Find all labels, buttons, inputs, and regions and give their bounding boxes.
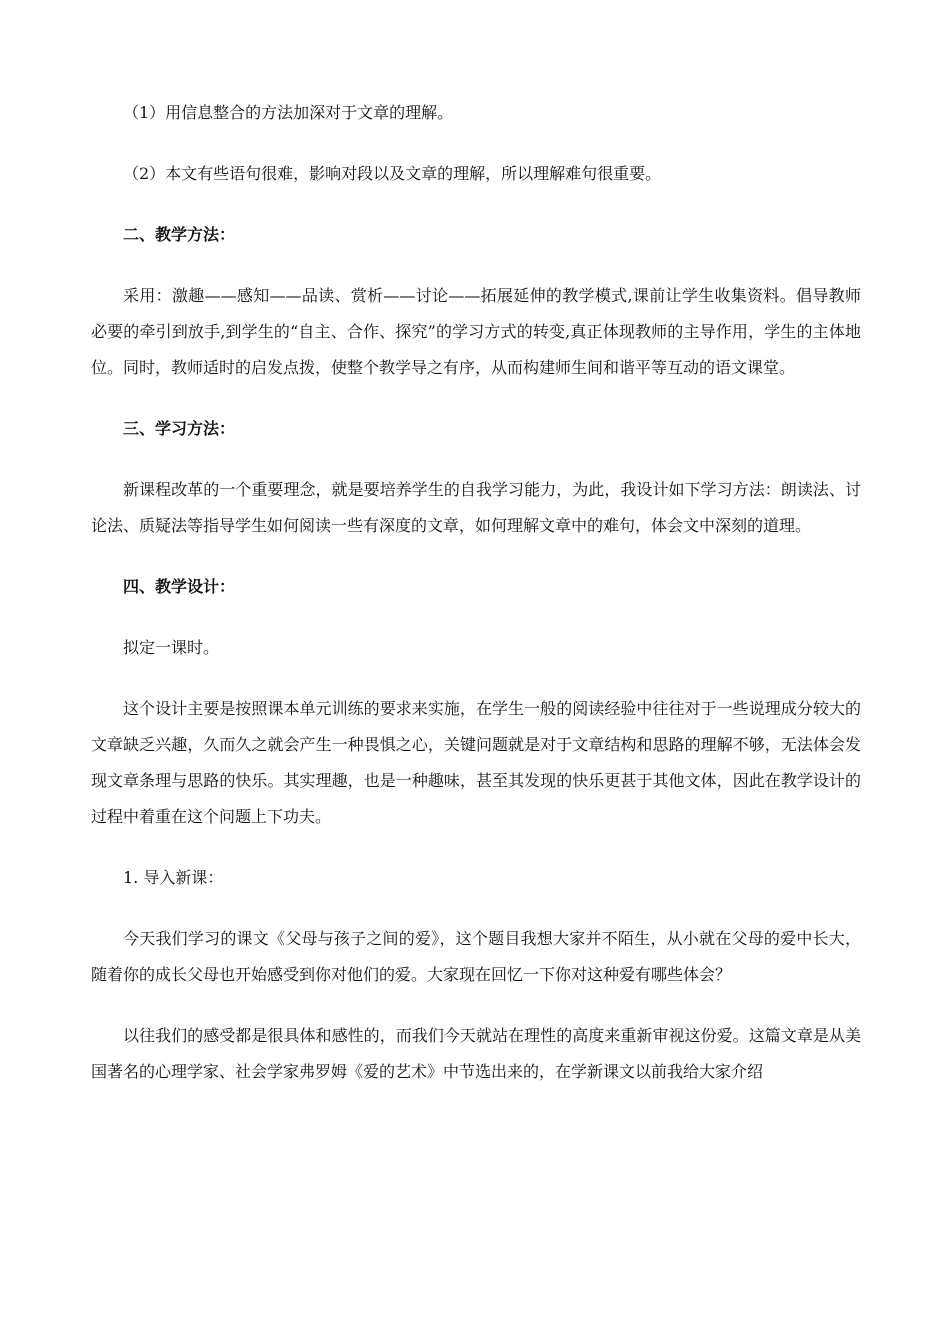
heading-teaching-method: 二、教学方法： [123, 225, 236, 244]
paragraph-goal-2: （2）本文有些语句很难，影响对段以及文章的理解，所以理解难句很重要。 [123, 164, 662, 183]
heading-learning-method: 三、学习方法： [123, 419, 236, 438]
paragraph-goal-1: （1）用信息整合的方法加深对于文章的理解。 [123, 103, 454, 122]
paragraph-lesson-count: 拟定一课时。 [123, 638, 220, 657]
paragraph-background: 以往我们的感受都是很具体和感性的，而我们今天就站在理性的高度来重新审视这份爱。这篇文章是从美国著名的心理学家、社会学家弗罗姆《爱的艺术》中节选出来的，在学新课文以前我给大家介绍 [91, 1026, 861, 1081]
paragraph-design-rationale: 这个设计主要是按照课本单元训练的要求来实施，在学生一般的阅读经验中往往对于一些说理成分较大的文章缺乏兴趣，久而久之就会产生一种畏惧之心，关键问题就是对于文章结构和思路的理解不够，无法体会发现文章条理与思路的快乐。其实理趣，也是一种趣味，甚至其发现的快乐更甚于其他文体，因此在教学设计的过程中着重在这个问题上下功夫。 [91, 699, 861, 826]
paragraph-step-1-title: 1. 导入新课： [123, 868, 224, 887]
paragraph-learning-method: 新课程改革的一个重要理念，就是要培养学生的自我学习能力，为此，我设计如下学习方法：朗读法、讨论法、质疑法等指导学生如何阅读一些有深度的文章，如何理解文章中的难句，体会文中深刻的道理。 [91, 480, 861, 535]
paragraph-teaching-method: 采用：激趣——感知——品读、赏析——讨论——拓展延伸的教学模式,课前让学生收集资料。倡导教师必要的牵引到放手,到学生的“自主、合作、探究”的学习方式的转变,真正体现教师的主导作用，学生的主体地位。同时，教师适时的启发点拨，使整个教学导之有序，从而构建师生间和谐平等互动的语文课堂。 [91, 286, 861, 377]
paragraph-introduction: 今天我们学习的课文《父母与孩子之间的爱》，这个题目我想大家并不陌生，从小就在父母的爱中长大，随着你的成长父母也开始感受到你对他们的爱。大家现在回忆一下你对这种爱有哪些体会？ [91, 929, 861, 984]
document-page [91, 95, 861, 1090]
heading-teaching-design: 四、教学设计： [123, 577, 236, 596]
